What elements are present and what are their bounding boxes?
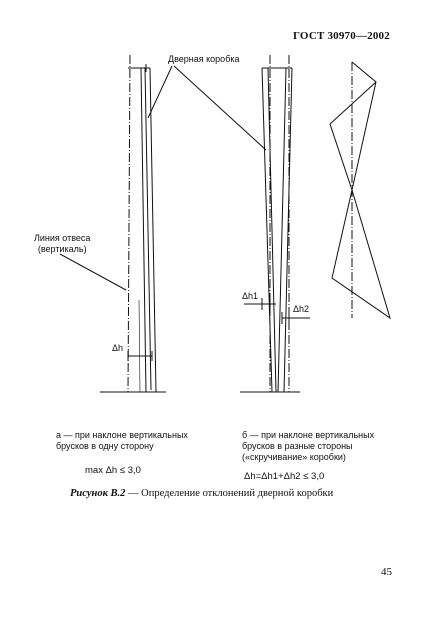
- figure-number: Рисунок В.2: [70, 488, 126, 499]
- leader-plumb: [60, 254, 126, 290]
- twist-sketch: [330, 62, 376, 190]
- caption-b: [242, 430, 392, 463]
- twist-sketch-2: [332, 190, 390, 318]
- frame-b-2: [268, 68, 276, 392]
- standard-header: ГОСТ 30970—2002: [293, 30, 390, 42]
- frame-a-detail: [139, 300, 140, 392]
- caption-a: [56, 430, 196, 452]
- dh1-label: Δh1: [242, 291, 259, 301]
- caption-b-line2: брусков в разные стороны: [242, 441, 353, 451]
- dh2-label: Δh2: [293, 304, 310, 314]
- dh-label: Δh: [112, 343, 124, 353]
- figure-caption-text: — Определение отклонений дверной коробки: [125, 488, 334, 499]
- frame-a-inner-left: [145, 68, 151, 390]
- caption-a-line1: а — при наклоне вертикальных: [56, 430, 188, 440]
- formula-b: Δh=Δh1+Δh2 ≤ 3,0: [244, 471, 325, 482]
- caption-a-line2: брусков в одну сторону: [56, 441, 154, 451]
- formula-a: max Δh ≤ 3,0: [85, 465, 141, 476]
- frame-a-outer-left: [141, 68, 146, 392]
- plumb-line-label: [34, 233, 90, 255]
- page-number: 45: [381, 566, 392, 578]
- leader-door-b: [174, 66, 266, 150]
- door-frame-label: Дверная коробка: [168, 54, 240, 64]
- frame-a-outer-right: [150, 68, 156, 392]
- plumb-line-a: [128, 55, 130, 392]
- plumb-line-label-line1: Линия отвеса: [34, 233, 91, 243]
- figure-caption: [70, 488, 333, 499]
- caption-b-line1: б — при наклоне вертикальных: [242, 430, 375, 440]
- caption-b-line3: («скручивание» коробки): [242, 452, 346, 462]
- leader-door-a: [148, 66, 172, 118]
- plumb-line-label-line2: (вертикаль): [37, 244, 87, 254]
